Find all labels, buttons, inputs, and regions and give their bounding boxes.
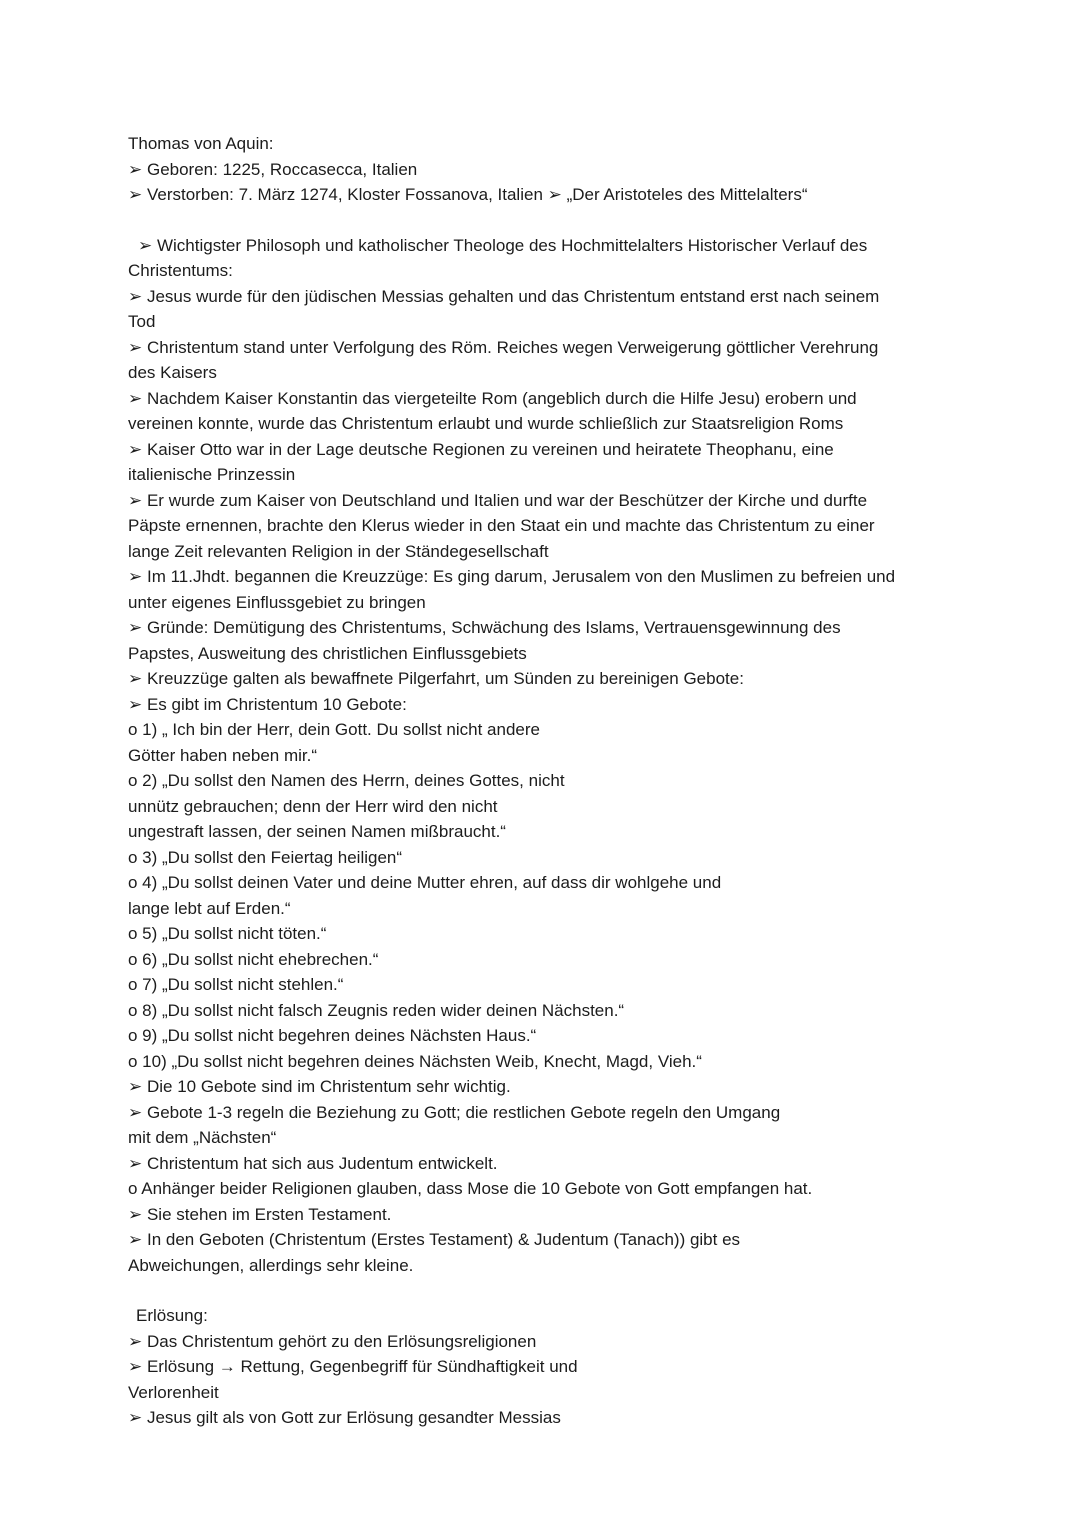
gebot-2-cont: unnütz gebrauchen; denn der Herr wird den nicht (128, 796, 498, 816)
list-item-regeln-cont: mit dem „Nächsten“ (128, 1128, 277, 1147)
list-item-otto: ➢ Kaiser Otto war in der Lage deutsche Regionen zu vereinen und heiratete Theophanu, eine (128, 439, 834, 459)
list-item-gruende-cont: Papstes, Ausweitung des christlichen Einflussgebiets (128, 643, 527, 663)
list-item-otto-cont: italienische Prinzessin (128, 465, 296, 484)
list-item-rettung-cont: Verlorenheit (128, 1382, 219, 1402)
list-item-kaiser-cont2: lange Zeit relevanten Religion in der Ständegesellschaft (128, 541, 549, 561)
list-item-kreuzzuege-cont: unter eigenes Einflussgebiet zu bringen (128, 592, 426, 612)
list-item-testament: ➢ Sie stehen im Ersten Testament. (128, 1204, 392, 1224)
list-item-philosoph: ➢ Wichtigster Philosoph und katholischer Theologe des Hochmittelalters Historischer Verlauf des (138, 235, 868, 255)
list-item-pilgerfahrt: ➢ Kreuzzüge galten als bewaffnete Pilgerfahrt, um Sünden zu bereinigen Gebote: (128, 669, 744, 688)
list-item-verfolgung-cont: des Kaisers (128, 363, 217, 382)
list-item-kreuzzuege: ➢ Im 11.Jhdt. begannen die Kreuzzüge: Es ging darum, Jerusalem von den Muslimen zu befreien und (128, 567, 896, 586)
list-item-verstorben: ➢ Verstorben: 7. März 1274, Kloster Fossanova, Italien ➢ „Der Aristoteles des Mittelalters“ (128, 185, 808, 204)
spacer (128, 1278, 958, 1303)
list-item-konstantin: ➢ Nachdem Kaiser Konstantin das viergeteilte Rom (angeblich durch die Hilfe Jesu) erobern und (128, 388, 857, 408)
gebot-1-cont: Götter haben neben mir.“ (128, 745, 318, 765)
list-item-rettung: ➢ Erlösung → Rettung, Gegenbegriff für Sündhaftigkeit und (128, 1357, 578, 1376)
gebot-6: o 6) „Du sollst nicht ehebrechen.“ (128, 949, 379, 969)
gebot-10: o 10) „Du sollst nicht begehren deines Nächsten Weib, Knecht, Magd, Vieh.“ (128, 1051, 702, 1071)
gebot-4: o 4) „Du sollst deinen Vater und deine Mutter ehren, auf dass dir wohlgehe und (128, 873, 722, 892)
gebot-3: o 3) „Du sollst den Feiertag heiligen“ (128, 847, 403, 867)
list-item-philosoph-cont: Christentums: (128, 261, 233, 280)
list-item-abweichungen-cont: Abweichungen, allerdings sehr kleine. (128, 1255, 414, 1275)
list-item-kaiser-cont: Päpste ernennen, brachte den Klerus wieder in den Staat ein und machte das Christentum zu einer (128, 516, 875, 535)
spacer (128, 208, 958, 233)
document-page (128, 131, 958, 1431)
list-item-gruende: ➢ Gründe: Demütigung des Christentums, Schwächung des Islams, Vertrauensgewinnung des (128, 618, 841, 637)
list-item-geboren: ➢ Geboren: 1225, Roccasecca, Italien (128, 159, 418, 179)
gebot-7: o 7) „Du sollst nicht stehlen.“ (128, 975, 344, 994)
gebot-8: o 8) „Du sollst nicht falsch Zeugnis reden wider deinen Nächsten.“ (128, 1000, 625, 1020)
list-item-konstantin-cont: vereinen konnte, wurde das Christentum erlaubt und wurde schließlich zur Staatsreligion Roms (128, 414, 844, 433)
gebot-2-cont2: ungestraft lassen, der seinen Namen mißbraucht.“ (128, 822, 506, 841)
gebot-9: o 9) „Du sollst nicht begehren deines Nächsten Haus.“ (128, 1026, 537, 1045)
list-item-wichtig: ➢ Die 10 Gebote sind im Christentum sehr wichtig. (128, 1077, 511, 1096)
section-title-thomas: Thomas von Aquin: (128, 134, 274, 153)
list-item-mose: o Anhänger beider Religionen glauben, dass Mose die 10 Gebote von Gott empfangen hat. (128, 1179, 813, 1198)
list-item-jesus-cont: Tod (128, 312, 156, 331)
list-item-abweichungen: ➢ In den Geboten (Christentum (Erstes Testament) & Judentum (Tanach)) gibt es (128, 1230, 741, 1249)
list-item-kaiser: ➢ Er wurde zum Kaiser von Deutschland und Italien und war der Beschützer der Kirche und durfte (128, 490, 868, 510)
gebot-2: o 2) „Du sollst den Namen des Herrn, deines Gottes, nicht (128, 771, 565, 790)
gebot-5: o 5) „Du sollst nicht töten.“ (128, 924, 327, 943)
list-item-jesus: ➢ Jesus wurde für den jüdischen Messias gehalten und das Christentum entstand erst nach seinem (128, 286, 880, 306)
list-item-verfolgung: ➢ Christentum stand unter Verfolgung des Röm. Reiches wegen Verweigerung göttlicher Verehrung (128, 337, 879, 357)
list-item-regeln: ➢ Gebote 1-3 regeln die Beziehung zu Gott; die restlichen Gebote regeln den Umgang (128, 1102, 781, 1122)
list-item-judentum: ➢ Christentum hat sich aus Judentum entwickelt. (128, 1153, 498, 1173)
section-title-erloesung: Erlösung: (136, 1306, 208, 1325)
list-item-gebote-intro: ➢ Es gibt im Christentum 10 Gebote: (128, 694, 407, 714)
gebot-1: o 1) „ Ich bin der Herr, dein Gott. Du sollst nicht andere (128, 720, 540, 739)
gebot-4-cont: lange lebt auf Erden.“ (128, 898, 291, 918)
list-item-erloesungsreligionen: ➢ Das Christentum gehört zu den Erlösungsreligionen (128, 1331, 537, 1351)
list-item-messias: ➢ Jesus gilt als von Gott zur Erlösung gesandter Messias (128, 1408, 561, 1427)
